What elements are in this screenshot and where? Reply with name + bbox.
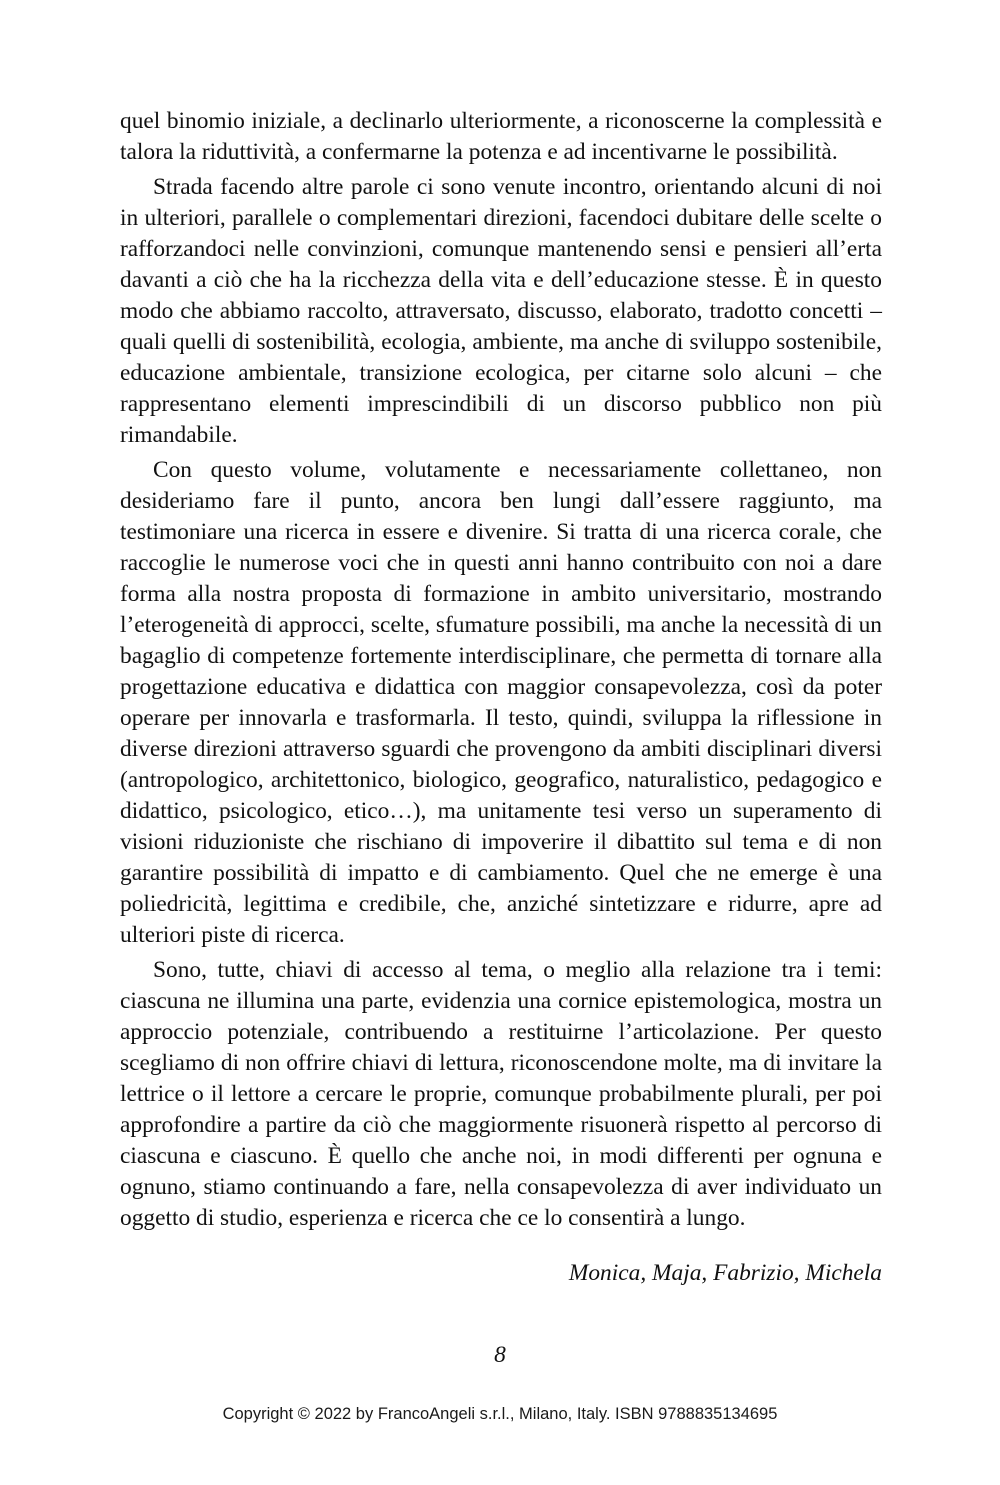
paragraph: Con questo volume, volutamente e necessariamente collettaneo, non desideriamo fare il punto, ancora ben lungi dall’essere raggiunto, ma testimoniare una ricerca in essere e divenire. Si tratta di una ricerca corale, che raccoglie le numerose voci che in questi anni hanno contribuito con noi a dare forma alla nostra proposta di formazione in ambito universitario, mostrando l’eterogeneità di approcci, scelte, sfumature possibili, ma anche la necessità di un bagaglio di competenze fortemente interdisciplinare, che permetta di tornare alla progettazione educativa e didattica con maggior consapevolezza, così da poter operare per innovarla e trasformarla. Il testo, quindi, sviluppa la riflessione in diverse direzioni attraverso sguardi che provengono da ambiti disciplinari diversi (antropologico, architettonico, biologico, geografico, naturalistico, pedagogico e didattico, psicologico, etico…), ma unitamente tesi verso un superamento di visioni riduzioniste che rischiano di impoverire il dibattito sul tema e di non garantire possibilità di impatto e di cambiamento. Quel che ne emerge è una poliedricità, legittima e credibile, che, anziché sintetizzare e ridurre, apre ad ulteriori piste di ricerca. (120, 457, 882, 948)
paragraph: Strada facendo altre parole ci sono venute incontro, orientando alcuni di noi in ulteriori, parallele o complementari direzioni, facendoci dubitare delle scelte o rafforzandoci nelle convinzioni, comunque mantenendo sensi e pensieri all’erta davanti a ciò che ha la ricchezza della vita e dell’educazione stesse. È in questo modo che abbiamo raccolto, attraversato, discusso, elaborato, tradotto concetti – quali quelli di sostenibilità, ecologia, ambiente, ma anche di sviluppo sostenibile, educazione ambientale, transizione ecologica, per citarne solo alcuni – che rappresentano elementi imprescindibili di un discorso pubblico non più rimandabile. (120, 174, 882, 448)
copyright-footer: Copyright © 2022 by FrancoAngeli s.r.l., Milano, Italy. ISBN 9788835134695 (222, 1405, 778, 1423)
page-body-text (120, 106, 882, 1234)
authors-signature: Monica, Maja, Fabrizio, Michela (568, 1260, 882, 1286)
page-number: 8 (494, 1342, 506, 1368)
paragraph: Sono, tutte, chiavi di accesso al tema, o meglio alla relazione tra i temi: ciascuna ne illumina una parte, evidenzia una cornice epistemologica, mostra un approccio potenziale, contribuendo a restituirne l’articolazione. Per questo scegliamo di non offrire chiavi di lettura, riconoscendone molte, ma di invitare la lettrice o il lettore a cercare le proprie, comunque probabilmente plurali, per poi approfondire a partire da ciò che maggiormente risuonerà rispetto al percorso di ciascuna e ciascuno. È quello che anche noi, in modi differenti per ognuna e ognuno, stiamo continuando a fare, nella consapevolezza di aver individuato un oggetto di studio, esperienza e ricerca che ce lo consentirà a lungo. (120, 957, 882, 1231)
paragraph-continued: quel binomio iniziale, a declinarlo ulteriormente, a riconoscerne la complessità e talora la riduttività, a confermarne la potenza e ad incentivarne le possibilità. (120, 108, 882, 165)
